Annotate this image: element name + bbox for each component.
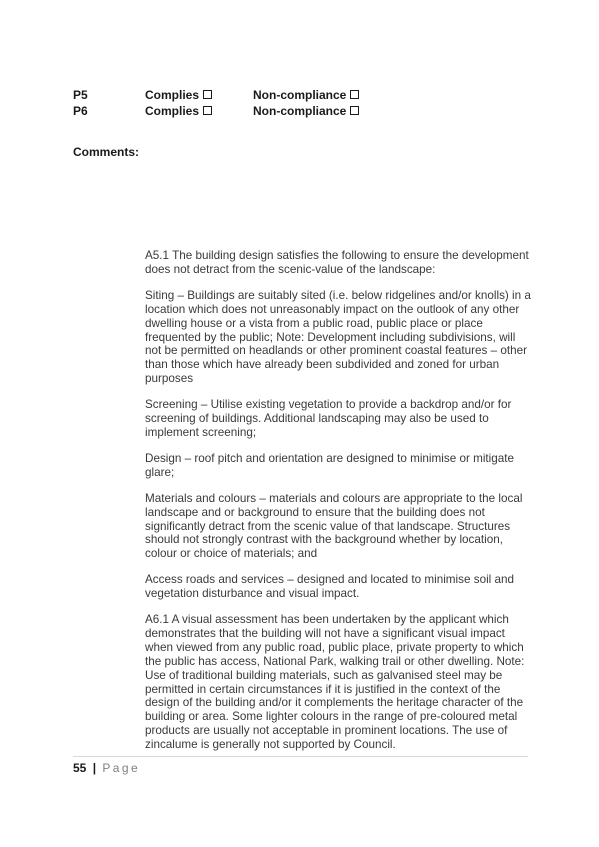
checkbox-noncompliance-p6[interactable] <box>350 106 359 115</box>
footer-divider <box>73 756 528 757</box>
criterion-code: P6 <box>73 104 88 118</box>
noncompliance-option[interactable] <box>253 104 359 118</box>
page-footer <box>73 761 140 775</box>
page-word: Page <box>102 761 141 775</box>
complies-option[interactable] <box>145 104 212 118</box>
noncompliance-option[interactable] <box>253 88 359 102</box>
complies-label: Complies <box>145 88 200 102</box>
page-number: 55 <box>73 761 87 775</box>
noncompliance-label: Non-compliance <box>253 88 347 102</box>
paragraph-access-roads: Access roads and services – designed and located to minimise soil and vegetation disturbance and visual impact. <box>145 573 515 601</box>
paragraph-materials: Materials and colours – materials and colours are appropriate to the local landscape and or background to ensure that the building does not significantly detract from the scenic value of that landscape. Structures should not strongly contrast with the background whether by location, colour or choice of materials; and <box>145 491 523 561</box>
noncompliance-label: Non-compliance <box>253 104 347 118</box>
paragraph-screening: Screening – Utilise existing vegetation to provide a backdrop and/or for screening of buildings. Additional landscaping may also be used to implement screening; <box>145 398 512 439</box>
paragraph-a5-1: A5.1 The building design satisfies the following to ensure the development does not detract from the scenic-value of the landscape: <box>145 249 529 276</box>
criterion-code: P5 <box>73 88 88 102</box>
complies-option[interactable] <box>145 88 212 102</box>
checkbox-complies-p5[interactable] <box>203 90 212 99</box>
complies-label: Complies <box>145 104 200 118</box>
comments-label: Comments: <box>73 145 140 159</box>
checkbox-complies-p6[interactable] <box>203 106 212 115</box>
checkbox-noncompliance-p5[interactable] <box>350 90 359 99</box>
criteria-body <box>145 249 532 764</box>
paragraph-a6-1: A6.1 A visual assessment has been undertaken by the applicant which demonstrates that the building will not have a significant visual impact when viewed from any public road, public place, private property to which the public has access, National Park, walking trail or other dwelling. Note: Use of traditional building materials, such as galvanised steel may be permitted in certain circumstances if it is justified in the context of the design of the building and/or it complements the heritage character of the building or area. Some lighter colours in the range of pre-coloured metal products are usually not acceptable in prominent locations. The use of zincalume is generally not supported by Council. <box>145 613 525 752</box>
paragraph-design: Design – roof pitch and orientation are designed to minimise or mitigate glare; <box>145 451 515 479</box>
footer-separator: | <box>92 761 97 775</box>
paragraph-siting: Siting – Buildings are suitably sited (i.e. below ridgelines and/or knolls) in a location which does not unreasonably impact on the outlook of any other dwelling house or a vista from a public road, public place or place frequented by the public; Note: Development including subdivisions, will not be permitted on headlands or other prominent coastal features – other than those which have already been subdivided and zoned for urban purposes <box>145 288 531 386</box>
